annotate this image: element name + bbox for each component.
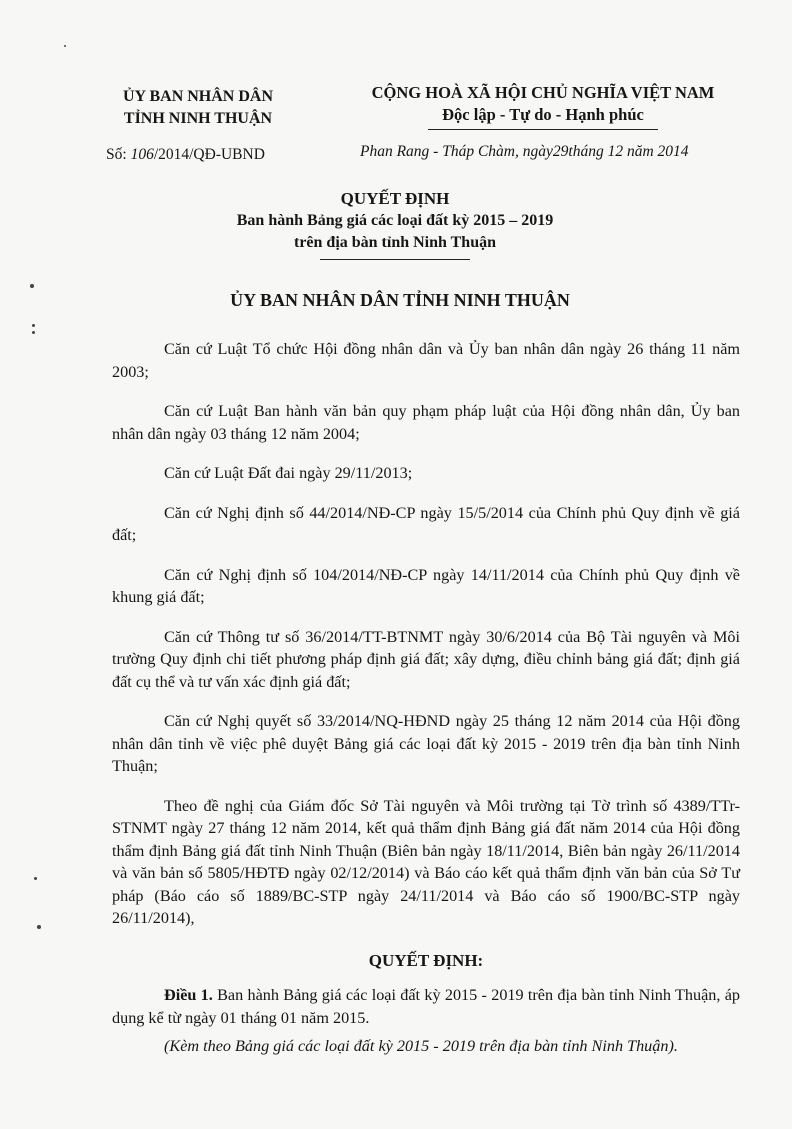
preamble-paragraph: Căn cứ Thông tư số 36/2014/TT-BTNMT ngày 30/6/2014 của Bộ Tài nguyên và Môi trường Quy định chi tiết phương pháp định giá đất; xây dựng, điều chỉnh bảng giá đất; định giá đất cụ thể và tư vấn xác định giá đất; [112, 627, 740, 691]
agency-line-2: TỈNH NINH THUẬN [123, 110, 273, 127]
doc-number-value: 106 [130, 146, 154, 163]
preamble-paragraph: Căn cứ Luật Đất đai ngày 29/11/2013; [164, 464, 413, 482]
scan-speck [30, 284, 34, 288]
place-date [360, 143, 689, 161]
preamble-paragraph: Căn cứ Nghị định số 44/2014/NĐ-CP ngày 15/5/2014 của Chính phủ Quy định về giá đất; [112, 503, 740, 544]
document-title [160, 188, 630, 260]
place-date-pre: Phan Rang - Tháp Chàm, ngày [360, 143, 553, 160]
title-line-3: trên địa bàn tỉnh Ninh Thuận [293, 234, 496, 251]
country-name: CỘNG HOÀ XÃ HỘI CHỦ NGHĨA VIỆT NAM [371, 83, 715, 102]
title-main: QUYẾT ĐỊNH [340, 189, 450, 208]
place-date-day: 29 [552, 143, 569, 160]
document-number [106, 146, 265, 164]
scan-speck [37, 925, 41, 929]
motto: Độc lập - Tự do - Hạnh phúc [442, 105, 644, 124]
article-1-text: Ban hành Bảng giá các loại đất kỳ 2015 - 2019 trên địa bàn tỉnh Ninh Thuận, áp dụng kể từ ngày 01 tháng 01 năm 2015. [112, 986, 740, 1027]
issuing-agency [103, 86, 293, 130]
doc-number-suffix: /2014/QĐ-UBND [153, 146, 265, 163]
motto-underline [428, 129, 658, 130]
scan-speck [34, 877, 37, 880]
scan-speck [64, 45, 66, 47]
doc-number-prefix: Số: [106, 146, 131, 163]
document-body [112, 338, 740, 1075]
scan-speck [32, 331, 35, 334]
title-line-2: Ban hành Bảng giá các loại đất kỳ 2015 – 2019 [236, 212, 554, 229]
preamble-paragraph: Căn cứ Luật Ban hành văn bản quy phạm pháp luật của Hội đồng nhân dân, Ủy ban nhân dân ngày 03 tháng 12 năm 2004; [112, 402, 740, 443]
article-1 [112, 984, 740, 1029]
scan-speck [32, 324, 35, 327]
agency-line-1: ỦY BAN NHÂN DÂN [122, 88, 274, 105]
preamble-paragraph: Căn cứ Nghị định số 104/2014/NĐ-CP ngày 14/11/2014 của Chính phủ Quy định về khung giá đất; [112, 565, 740, 606]
national-header [338, 82, 748, 130]
decision-heading: QUYẾT ĐỊNH: [368, 950, 484, 970]
preamble-paragraph: Theo đề nghị của Giám đốc Sở Tài nguyên và Môi trường tại Tờ trình số 4389/TTr-STNMT ngày 27 tháng 12 năm 2014, kết quả thẩm định Bảng giá đất năm 2014 của Hội đồng thẩm định Bảng giá đất tỉnh Ninh Thuận (Biên bản ngày 18/11/2014, Biên bản ngày 26/11/2014 và văn bản số 5805/HĐTĐ ngày 02/12/2014) và Báo cáo kết quả thẩm định văn bản của Sở Tư pháp (Báo cáo số 1889/BC-STP ngày 24/11/2014 và Báo cáo số 1900/BC-STP ngày 26/11/2014), [112, 796, 740, 927]
preamble-paragraph: Căn cứ Luật Tổ chức Hội đồng nhân dân và Ủy ban nhân dân ngày 26 tháng 11 năm 2003; [112, 340, 740, 381]
title-underline [320, 259, 470, 260]
article-1-label: Điều 1. [164, 986, 213, 1004]
article-1-attachment: (Kèm theo Bảng giá các loại đất kỳ 2015 - 2019 trên địa bàn tỉnh Ninh Thuận). [164, 1037, 678, 1055]
place-date-post: tháng 12 năm 2014 [568, 143, 689, 160]
issuer-heading: ỦY BAN NHÂN DÂN TỈNH NINH THUẬN [230, 290, 570, 310]
preamble-paragraph: Căn cứ Nghị quyết số 33/2014/NQ-HĐND ngày 25 tháng 12 năm 2014 của Hội đồng nhân dân tỉnh về việc phê duyệt Bảng giá các loại đất kỳ 2015 - 2019 trên địa bàn tỉnh Ninh Thuận; [112, 712, 740, 775]
